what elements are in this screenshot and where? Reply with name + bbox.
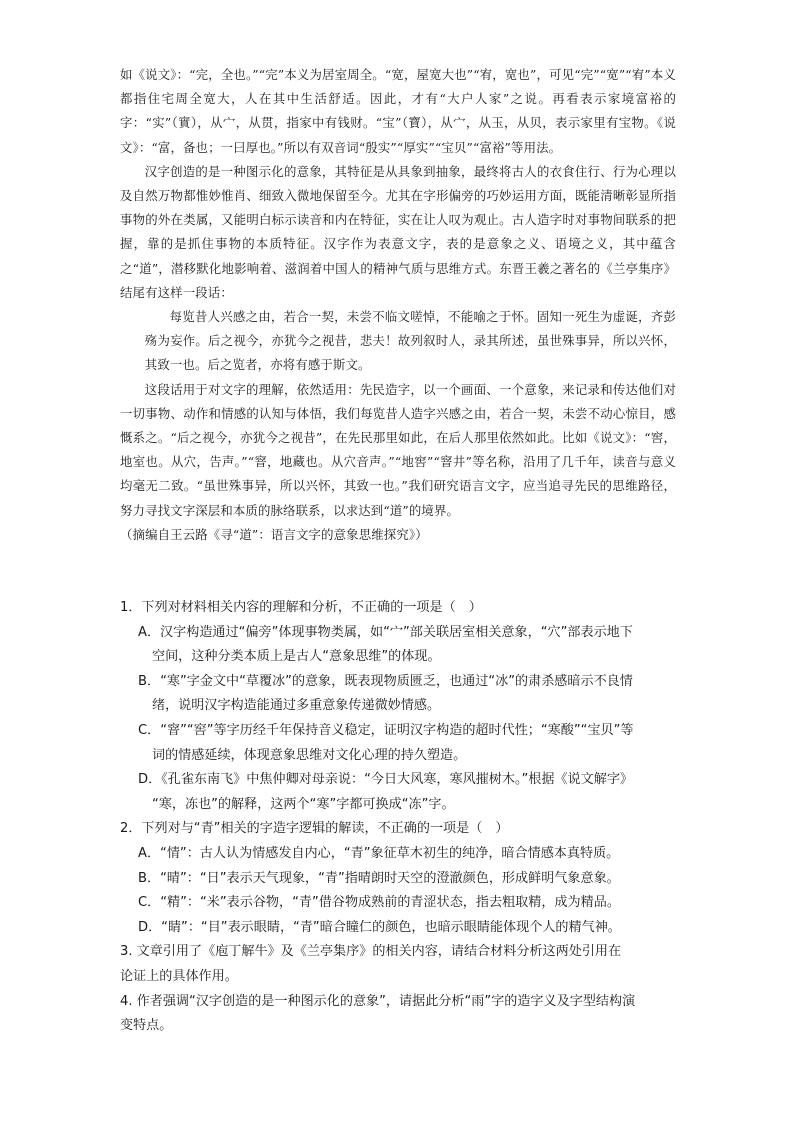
option-text-line: 绪，说明汉字构造能通过多重意象传递微妙情感。: [152, 698, 441, 714]
option-text-line: A．汉字构造通过“偏旁”体现事物类属，如“宀”部关联居室相关意象，“穴”部表示地下: [138, 624, 633, 640]
question-2-option-d: D．“睛”：“目”表示眼睛，“青”暗合瞳仁的颜色，也暗示眼睛能体现个人的精气神。: [138, 919, 621, 935]
question-1-option-b: [120, 670, 680, 719]
question-4-line-1: 4. 作者强调“汉字创造的是一种图示化的意象”，请据此分析“雨”字的造字义及字型结构演: [120, 993, 636, 1009]
question-3-line-1: 3. 文章引用了《庖丁解牛》及《兰亭集序》的相关内容，请结合材料分析这两处引用在: [120, 944, 622, 960]
passage-paragraph-2: 汉字创造的是一种图示化的意象，其特征是从具象到抽象，最终将古人的衣食住行、行为心理以及自然万物都惟妙惟肖、细致入微地保留至今。尤其在字形偏旁的巧妙运用方面，既能清晰彰显所指事物的外在类属，又能明白标示读音和内在特征，实在让人叹为观止。古人造字时对事物间联系的把握，靠的是抓住事物的本质特征。汉字作为表意文字，表的是意象之义、语境之义，其中蕴含之“道”，潜移默化地影响着、滋润着中国人的精神气质与思维方式。东晋王羲之著名的《兰亭集序》结尾有这样一段话：: [120, 163, 676, 300]
option-text-line: 空间，这种分类本质上是古人“意象思维”的体现。: [152, 649, 441, 665]
question-3: [120, 940, 680, 989]
question-1-option-d: [120, 768, 680, 817]
option-text-line: D．《孔雀东南飞》中焦仲卿对母亲说：“今日大风寒，寒风摧树木。”根据《说文解字》: [138, 772, 634, 788]
question-2-stem: 2．下列对与“青”相关的字造字逻辑的解读，不正确的一项是（ ）: [120, 821, 509, 837]
passage-paragraph-3: 这段话用于对文字的理解，依然适用：先民造字，以一个画面、一个意象，来记录和传达他们对一切事物、动作和情感的认知与体悟，我们每览昔人造字兴感之由，若合一契，未尝不动心惊目，感慨系之。“后之视今，亦犹今之视昔”，在先民那里如此，在后人那里依然如此。比如《说文》：“窖，地室也。从穴，告声。”“窨，地藏也。从穴音声。”“地窖”“窨井”等名称，沿用了几千年，读音与意义均毫无二致。“虽世殊事异，所以兴怀，其致一也。”我们研究语言文字，应当追寻先民的思维路径，努力寻找文字深层和本质的脉络联系，以求达到“道”的境界。: [120, 381, 676, 518]
option-text-line: C．“窨”“窖”等字历经千年保持音义稳定，证明汉字构造的超时代性；“寒酸”“宝贝”等: [138, 722, 634, 738]
question-4-line-2: 变特点。: [120, 1018, 173, 1034]
question-2-option-c: C．“精”：“米”表示谷物，“青”借谷物成熟前的青涩状态，指去粗取精，成为精品。: [138, 895, 620, 911]
reading-passage: [120, 63, 676, 547]
question-section: [120, 596, 680, 1039]
option-text-line: B．“寒”字金文中“草覆冰”的意象，既表现物质匮乏，也通过“冰”的肃杀感暗示不良情: [138, 673, 633, 689]
question-1-option-c: [120, 719, 680, 768]
passage-source: （摘编自王云路《寻“道”：语言文字的意象思维探究》）: [120, 526, 428, 542]
question-2-option-a: A．“情”：古人认为情感发自内心，“青”象征草木初生的纯净，暗合情感本真特质。: [138, 845, 620, 861]
passage-paragraph-1: 如《说文》：“完，全也。”“完”本义为居室周全。“宽，屋宽大也”“宥，宽也”，可见“完”“宽”“宥”本义都指住宅周全宽大，人在其中生活舒适。因此，才有“大户人家”之说。再看表示家境富裕的字：“实”（實），从宀，从贯，指家中有钱财。“宝”（寶），从宀，从玉，从贝，表示家里有宝物。《说文》：“富，备也；一曰厚也。”所以有双音词“殷实”“厚实”“宝贝”“富裕”等用法。: [120, 67, 676, 155]
question-1-stem: 1．下列对材料相关内容的理解和分析，不正确的一项是（ ）: [120, 600, 482, 615]
passage-quotation: 每览昔人兴感之由，若合一契，未尝不临文嗟悼，不能喻之于怀。固知一死生为虚诞，齐彭殇为妄作。后之视今，亦犹今之视昔，悲夫！故列叙时人，录其所述，虽世殊事异，所以兴怀，其致一也。后之览者，亦将有感于斯文。: [144, 309, 676, 373]
question-4: [120, 990, 680, 1039]
option-text-line: “寒，冻也”的解释，这两个“寒”字都可换成“冻”字。: [152, 796, 455, 812]
option-text-line: 词的情感延续，体现意象思维对文化心理的持久塑造。: [152, 747, 467, 763]
question-3-line-2: 论证上的具体作用。: [120, 968, 238, 984]
question-1-option-a: [120, 621, 680, 670]
question-1: [120, 596, 680, 817]
question-2: [120, 817, 680, 940]
question-2-option-b: B．“晴”：“日”表示天气现象，“青”指晴朗时天空的澄澈颜色，形成鲜明气象意象。: [138, 870, 620, 886]
